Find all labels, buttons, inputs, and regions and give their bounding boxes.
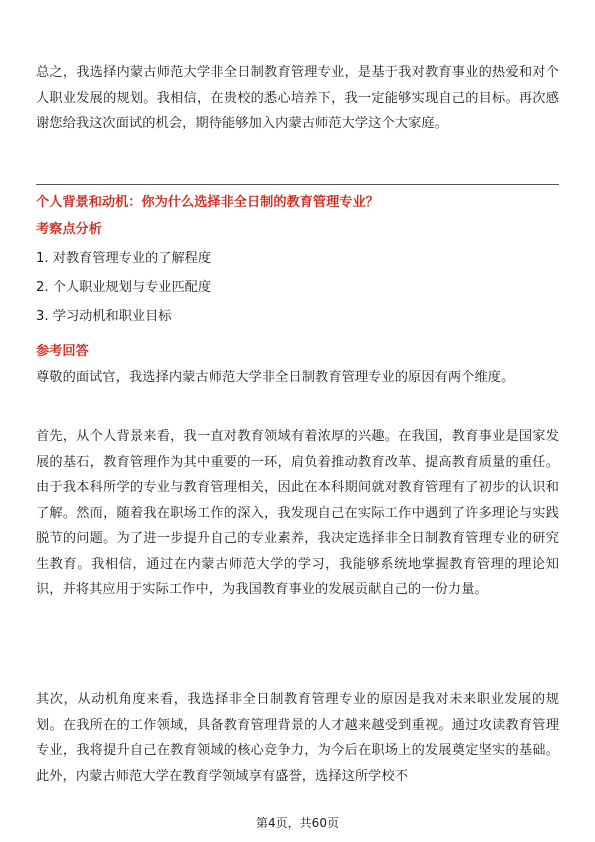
analysis-point: 2. 个人职业规划与专业匹配度 xyxy=(36,280,212,295)
answer-heading: 参考回答 xyxy=(36,344,89,359)
answer-first-paragraph: 首先，从个人背景来看，我一直对教育领域有着浓厚的兴趣。在我国，教育事业是国家发展的基石，教育管理作为其中重要的一环，肩负着推动教育改革、提高教育质量的重任。由于我本科所学的专业与教育管理相关，因此在本科期间就对教育管理有了初步的认识和了解。然而，随着我在职场工作的深入，我发现自己在实际工作中遇到了许多理论与实践脱节的问题。为了进一步提升自己的专业素养，我决定选择非全日制教育管理专业的研究生教育。我相信，通过在内蒙古师范大学的学习，我能够系统地掌握教育管理的理论知识，并将其应用于实际工作中，为我国教育事业的发展贡献自己的一份力量。 xyxy=(36,429,559,597)
document-page xyxy=(36,0,559,842)
answer-intro-paragraph: 尊敬的面试官，我选择内蒙古师范大学非全日制教育管理专业的原因有两个维度。 xyxy=(36,370,515,385)
question-heading: 个人背景和动机：你为什么选择非全日制的教育管理专业？ xyxy=(36,195,379,210)
analysis-point: 1. 对教育管理专业的了解程度 xyxy=(36,251,212,266)
page-number-footer: 第4页，共60页 xyxy=(256,816,339,830)
analysis-heading: 考察点分析 xyxy=(36,222,102,237)
analysis-point: 3. 学习动机和职业目标 xyxy=(36,309,172,324)
answer-second-paragraph: 其次，从动机角度来看，我选择非全日制教育管理专业的原因是我对未来职业发展的规划。在我所在的工作领域，具备教育管理背景的人才越来越受到重视。通过攻读教育管理专业，我将提升自己在教育领域的核心竞争力，为今后在职场上的发展奠定坚实的基础。此外，内蒙古师范大学在教育学领域享有盛誉，选择这所学校不 xyxy=(36,692,559,784)
closing-paragraph: 总之，我选择内蒙古师范大学非全日制教育管理专业，是基于我对教育事业的热爱和对个人职业发展的规划。我相信，在贵校的悉心培养下，我一定能够实现自己的目标。再次感谢您给我这次面试的机会，期待能够加入内蒙古师范大学这个大家庭。 xyxy=(36,65,559,131)
section-divider xyxy=(36,184,559,185)
